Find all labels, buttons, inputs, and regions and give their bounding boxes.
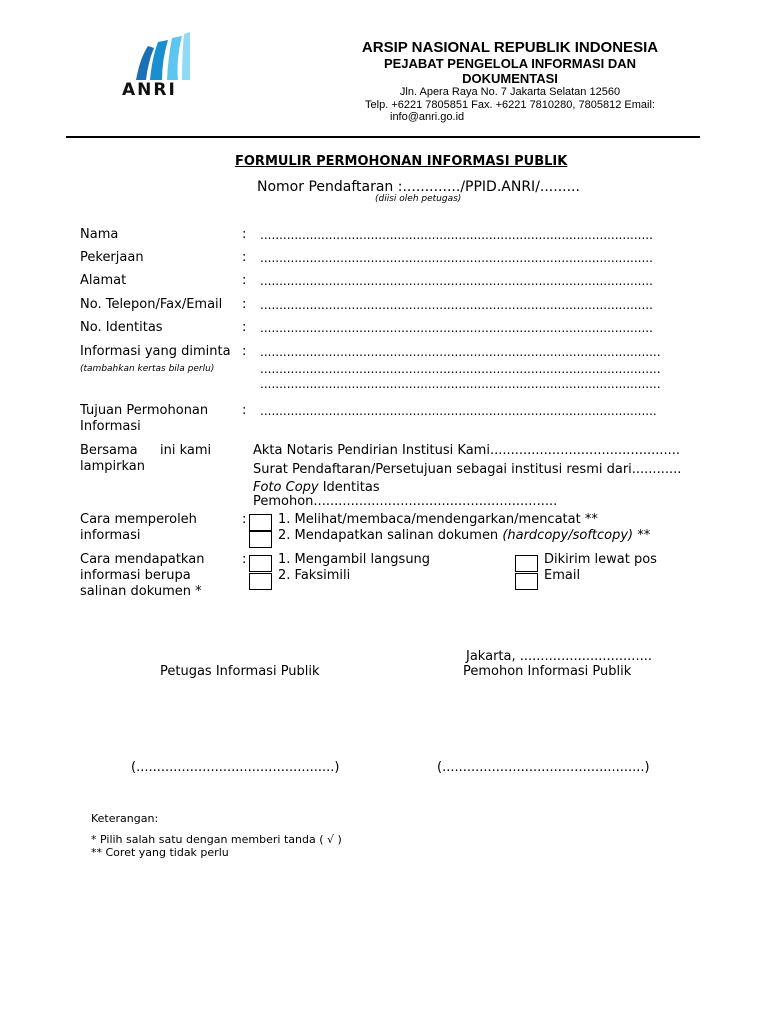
checkbox-post[interactable] (515, 555, 538, 572)
attach-item (253, 480, 380, 495)
field-colon: : (242, 320, 247, 335)
option-pickup: 1. Mengambil langsung (278, 552, 431, 567)
logo-text: ANRI (122, 80, 177, 100)
field-dots: ....................................................................................................... (260, 298, 653, 312)
option-get-copy (278, 528, 650, 543)
option-fax: 2. Faksimili (278, 568, 351, 583)
unit-line-2: DOKUMENTASI (462, 71, 558, 86)
registration-note: (diisi oleh petugas) (375, 194, 462, 204)
checkbox-get-copy[interactable] (249, 531, 272, 548)
field-label: Pekerjaan (80, 250, 144, 265)
attach-item-rest: Identitas (318, 480, 380, 495)
notes-heading: Keterangan: (91, 812, 159, 825)
option-post: Dikirim lewat pos (544, 552, 657, 567)
address: Jln. Apera Raya No. 7 Jakarta Selatan 12560 (399, 86, 621, 98)
obtain-label: Cara memperoleh (80, 512, 197, 527)
attach-label: lampirkan (80, 459, 145, 474)
checkbox-view-record[interactable] (249, 514, 272, 531)
copy-colon: : (242, 552, 247, 567)
form-title: FORMULIR PERMOHONAN INFORMASI PUBLIK (235, 154, 568, 169)
option-get-copy-italic: (hardcopy/softcopy) (502, 528, 634, 543)
unit-line-1: PEJABAT PENGELOLA INFORMASI DAN (383, 56, 637, 71)
registration-number: Nomor Pendaftaran :............./PPID.ANRI/......... (257, 179, 580, 195)
field-dots: ......................................................................................................... (260, 345, 661, 359)
field-colon: : (242, 344, 247, 359)
org-name: ARSIP NASIONAL REPUBLIK INDONESIA (361, 39, 659, 56)
header-divider (66, 136, 700, 138)
copy-label: Cara mendapatkan (80, 552, 205, 567)
field-colon: : (242, 273, 247, 288)
field-dots: ....................................................................................................... (260, 321, 653, 335)
field-dots: ....................................................................................................... (260, 228, 653, 242)
checkbox-pickup[interactable] (249, 555, 272, 572)
applicant-signature-line: (.................................................) (437, 760, 650, 775)
field-colon: : (242, 403, 247, 418)
field-colon: : (242, 227, 247, 242)
field-colon: : (242, 250, 247, 265)
attach-item: Pemohon........................................................... (253, 494, 558, 509)
field-label: Tujuan Permohonan (80, 403, 209, 418)
copy-label: salinan dokumen * (80, 584, 202, 599)
field-colon: : (242, 297, 247, 312)
contact-line: Telp. +6221 7805851 Fax. +6221 7810280, 7805812 Email: (365, 99, 655, 111)
checkbox-fax[interactable] (249, 573, 272, 590)
option-view-record: 1. Melihat/membaca/mendengarkan/mencatat ** (278, 512, 598, 527)
field-label: No. Telepon/Fax/Email (80, 297, 223, 312)
option-email: Email (544, 568, 581, 583)
applicant-title: Pemohon Informasi Publik (463, 664, 632, 679)
note-item: * Pilih salah satu dengan memberi tanda ( √ ) (91, 833, 342, 846)
attach-item: Akta Notaris Pendirian Institusi Kami.............................................. (253, 443, 681, 458)
attach-item: Surat Pendaftaran/Persetujuan sebagai institusi resmi dari............ (253, 462, 682, 477)
officer-title: Petugas Informasi Publik (160, 664, 320, 679)
field-label: Informasi yang diminta (80, 344, 231, 359)
field-label: No. Identitas (80, 320, 163, 335)
field-dots: ......................................................................................................... (260, 362, 661, 376)
checkbox-email[interactable] (515, 573, 538, 590)
field-dots: ....................................................................................................... (260, 274, 653, 288)
field-label: Informasi (80, 419, 141, 434)
option-get-copy-text: 2. Mendapatkan salinan dokumen (278, 528, 503, 543)
field-dots: ......................................................................................................... (260, 377, 661, 391)
obtain-label: informasi (80, 528, 141, 543)
obtain-colon: : (242, 512, 247, 527)
field-dots: ........................................................................................................ (260, 404, 657, 418)
field-label: Alamat (80, 273, 127, 288)
note-item: ** Coret yang tidak perlu (91, 846, 229, 859)
attach-label: ini kami (160, 443, 212, 458)
attach-item-italic: Foto Copy (253, 480, 319, 495)
anri-logo (120, 28, 194, 108)
officer-signature-line: (................................................) (131, 760, 340, 775)
field-dots: ....................................................................................................... (260, 251, 653, 265)
attach-label: Bersama (80, 443, 138, 458)
field-label: Nama (80, 227, 119, 242)
place-date: Jakarta, ................................ (466, 649, 652, 664)
field-note: (tambahkan kertas bila perlu) (80, 364, 215, 374)
copy-label: informasi berupa (80, 568, 191, 583)
option-get-copy-mark: ** (633, 528, 651, 543)
email-address: info@anri.go.id (390, 111, 465, 123)
